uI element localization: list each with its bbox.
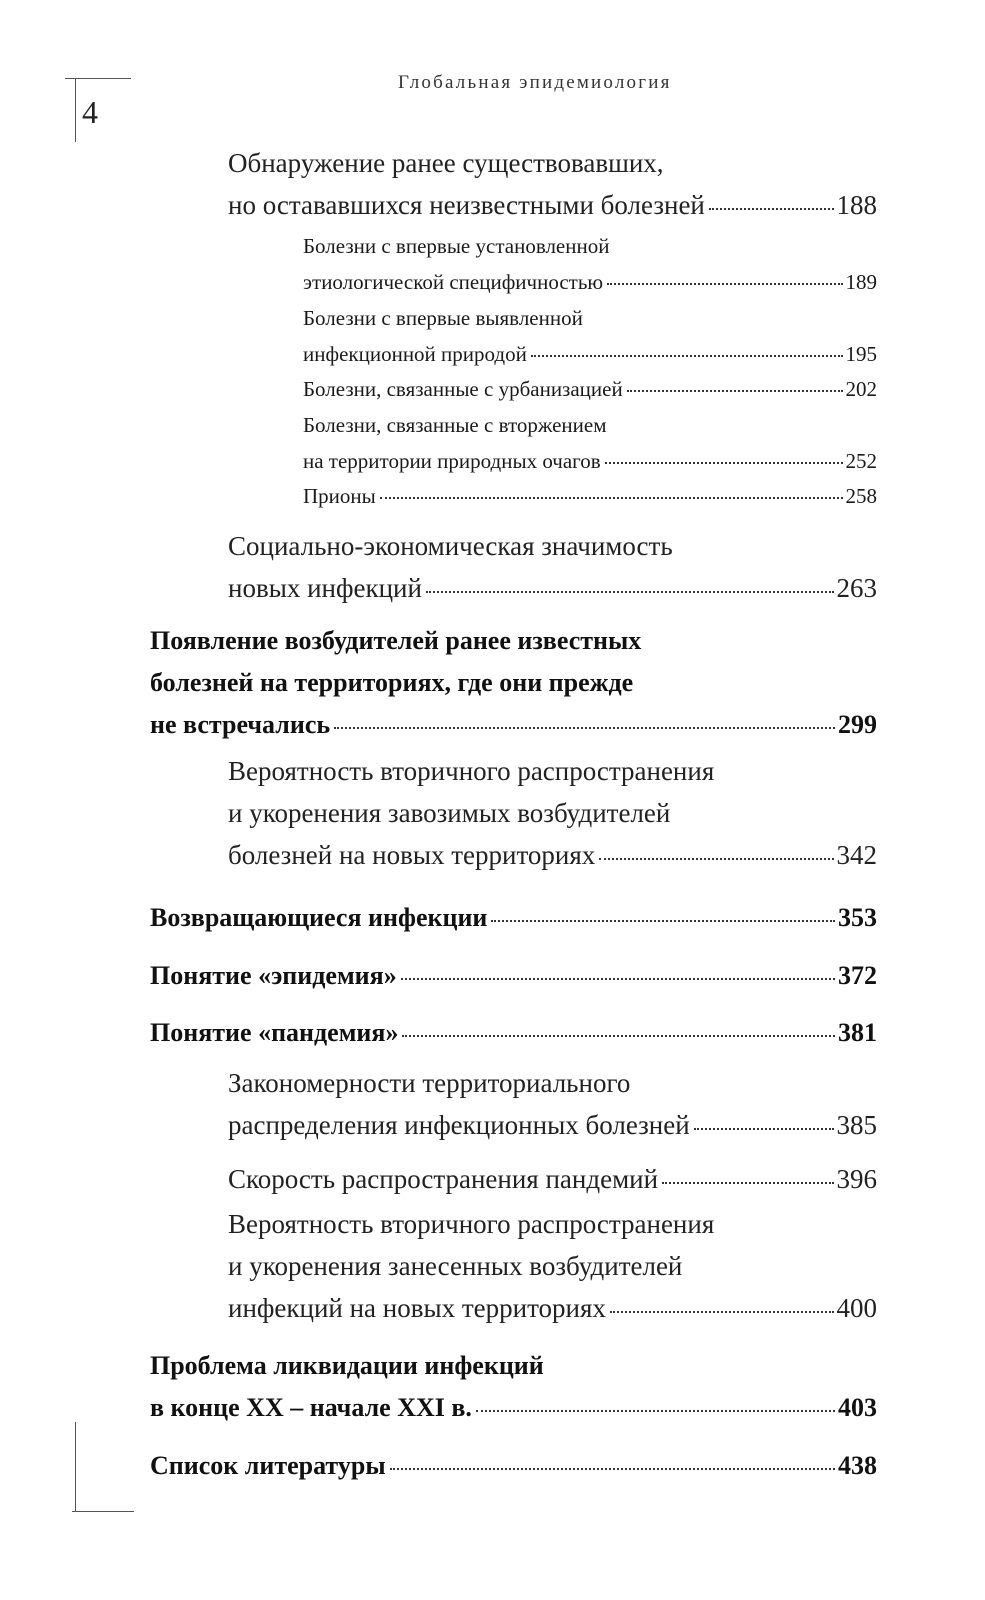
dot-leader [402, 1035, 835, 1037]
toc-entry-leader-line [228, 567, 877, 609]
toc-entry-title: болезней на новых территориях [228, 840, 596, 870]
toc-entry-title: распределения инфекционных болезней [228, 1110, 690, 1140]
toc-page-number: 403 [838, 1393, 877, 1422]
dot-leader [709, 208, 834, 210]
toc-page-number: 263 [836, 573, 877, 603]
toc-entry-title: Понятие «пандемия» [150, 1018, 399, 1047]
toc-page-number: 202 [845, 377, 877, 401]
toc-entry [228, 1062, 877, 1146]
toc-page-number: 188 [836, 190, 877, 220]
toc-entry [303, 300, 877, 372]
toc-entry-title: Прионы [303, 484, 376, 508]
toc-page-number: 195 [845, 342, 877, 366]
dot-leader [605, 462, 843, 464]
toc-entry-leader-line [150, 897, 877, 939]
toc-entry-title-line: Вероятность вторичного распространения [228, 1209, 715, 1239]
toc-page-number: 252 [845, 449, 877, 473]
toc-page-number: 299 [838, 710, 877, 739]
toc-entry-leader-line [150, 1445, 877, 1487]
toc-entry-leader-line [303, 443, 877, 479]
dot-leader [610, 1311, 834, 1313]
toc-entry-title-line: и укоренения завозимых возбудителей [228, 798, 671, 828]
toc-page-number: 189 [845, 270, 877, 294]
toc-entry [303, 228, 877, 300]
toc-entry-title-line: Обнаружение ранее существовавших, [228, 148, 664, 178]
toc-page-number: 381 [838, 1018, 877, 1047]
toc-entry [150, 1445, 877, 1487]
toc-entry-title: но остававшихся неизвестными болезней [228, 190, 705, 220]
toc-entry [228, 750, 877, 876]
dot-leader [476, 1410, 835, 1412]
toc-entry-title-line: и укоренения занесенных возбудителей [228, 1251, 683, 1281]
toc-entry-leader-line [228, 1287, 877, 1329]
toc-entry-leader-line [150, 1387, 877, 1429]
toc-page-number: 372 [838, 961, 877, 990]
toc-entry [228, 1158, 877, 1200]
toc-entry [228, 142, 877, 226]
corner-rule-top-vertical [75, 78, 76, 142]
dot-leader [694, 1128, 834, 1130]
toc-entry-title-line: Появление возбудителей ранее известных [150, 626, 642, 655]
toc-entry-title-line: Болезни с впервые выявленной [303, 306, 583, 330]
toc-entry-title: не встречались [150, 710, 331, 739]
toc-entry-title-line: Вероятность вторичного распространения [228, 756, 715, 786]
toc-entry-title: на территории природных очагов [303, 449, 601, 473]
dot-leader [426, 591, 834, 593]
dot-leader [607, 283, 842, 285]
toc-page-number: 396 [836, 1164, 877, 1194]
toc-page-number: 342 [836, 840, 877, 870]
corner-rule-bottom-vertical [75, 1422, 76, 1512]
toc-entry-leader-line [303, 478, 877, 514]
toc-entry [150, 955, 877, 997]
dot-leader [599, 858, 833, 860]
toc-entry-title: инфекционной природой [303, 342, 527, 366]
toc-entry-leader-line [228, 834, 877, 876]
toc-entry-leader-line [150, 1012, 877, 1054]
dot-leader [334, 727, 835, 729]
toc-entry [228, 1203, 877, 1329]
toc-page-number: 385 [836, 1110, 877, 1140]
toc-entry [150, 1345, 877, 1429]
toc-entry-title-line: болезней на территориях, где они прежде [150, 668, 634, 697]
toc-entry-leader-line [228, 184, 877, 226]
corner-rule-bottom-horizontal [72, 1511, 134, 1512]
toc-entry-title: в конце XX – начале XXI в. [150, 1393, 472, 1422]
toc-entry-leader-line [150, 955, 877, 997]
toc-entry [303, 478, 877, 514]
toc-entry [303, 407, 877, 479]
dot-leader [390, 1468, 835, 1470]
toc-entry [150, 1012, 877, 1054]
page-number: 4 [82, 94, 98, 130]
toc-entry [228, 525, 877, 609]
toc-entry-leader-line [228, 1158, 877, 1200]
toc-entry-title-line: Болезни с впервые установленной [303, 234, 610, 258]
toc-page-number: 400 [836, 1293, 877, 1323]
toc-entry-leader-line [303, 336, 877, 372]
dot-leader [491, 920, 835, 922]
toc-page-number: 258 [845, 484, 877, 508]
toc-entry [303, 371, 877, 407]
toc-entry-leader-line [303, 371, 877, 407]
toc-entry-title-line: Болезни, связанные с вторжением [303, 413, 607, 437]
dot-leader [662, 1182, 833, 1184]
toc-entry-title: Скорость распространения пандемий [228, 1164, 659, 1194]
toc-page-number: 353 [838, 903, 877, 932]
toc-entry-title-line: Социально-экономическая значимость [228, 531, 673, 561]
dot-leader [401, 978, 835, 980]
toc-entry-title-line: Закономерности территориального [228, 1068, 631, 1098]
toc-entry-title: этиологической специфичностью [303, 270, 604, 294]
toc-entry-title-line: Проблема ликвидации инфекций [150, 1351, 544, 1380]
toc-entry-leader-line [228, 1104, 877, 1146]
toc-entry-title: Болезни, связанные с урбанизацией [303, 377, 623, 401]
toc-entry [150, 620, 877, 746]
toc-entry-leader-line [150, 704, 877, 746]
dot-leader [627, 390, 843, 392]
toc-entry-title: инфекций на новых территориях [228, 1293, 606, 1323]
toc-entry-title: Понятие «эпидемия» [150, 961, 397, 990]
running-title: Глобальная эпидемиология [398, 72, 672, 93]
toc-page-number: 438 [838, 1451, 877, 1480]
toc-entry-title: Список литературы [150, 1451, 386, 1480]
toc-entry-leader-line [303, 264, 877, 300]
toc-entry-title: Возвращающиеся инфекции [150, 903, 488, 932]
toc-entry [150, 897, 877, 939]
dot-leader [531, 355, 843, 357]
toc-entry-title: новых инфекций [228, 573, 422, 603]
dot-leader [380, 497, 843, 499]
